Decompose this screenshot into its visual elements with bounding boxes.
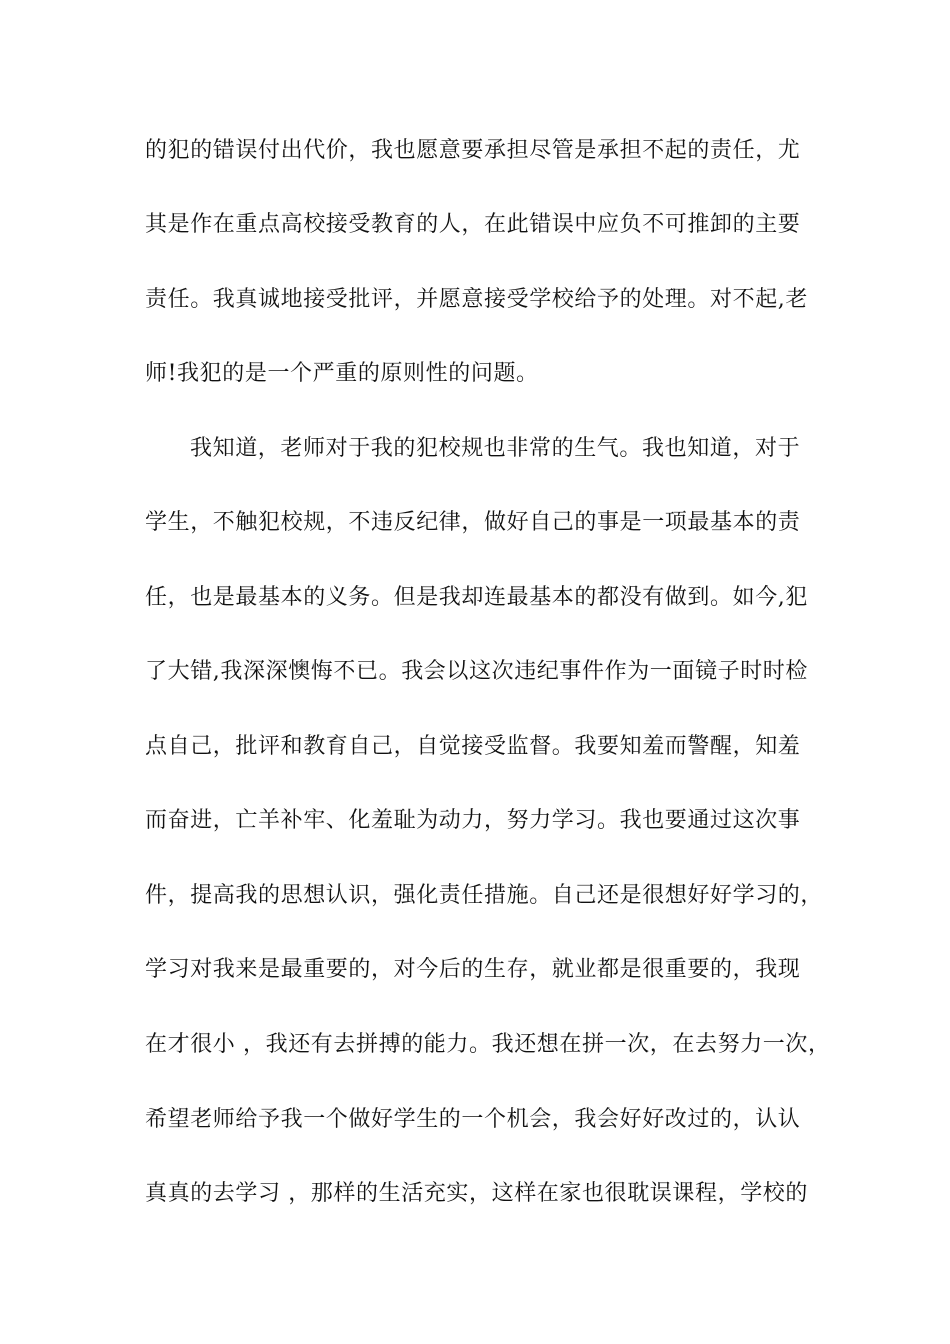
text-line-14: 希望老师给予我一个做好学生的一个机会，我会好好改过的，认认 <box>145 1107 801 1132</box>
text-line-9: 点自己，批评和教育自己，自觉接受监督。我要知羞而警醒，知羞 <box>145 734 801 759</box>
text-line-13: 在才很小 ，我还有去拼搏的能力。我还想在拼一次，在去努力一次， <box>145 1032 831 1057</box>
text-line-3: 责任。我真诚地接受批评，并愿意接受学校给予的处理。对不起,老 <box>145 287 808 312</box>
text-line-5: 我知道，老师对于我的犯校规也非常的生气。我也知道，对于 <box>190 436 801 461</box>
text-line-10: 而奋进，亡羊补牢、化羞耻为动力，努力学习。我也要通过这次事 <box>145 808 801 833</box>
text-line-4: 师!我犯的是一个严重的原则性的问题。 <box>145 361 539 386</box>
text-line-2: 其是作在重点高校接受教育的人，在此错误中应负不可推卸的主要 <box>145 212 801 237</box>
text-line-1: 的犯的错误付出代价，我也愿意要承担尽管是承担不起的责任，尤 <box>145 138 801 163</box>
text-line-7: 任，也是最基本的义务。但是我却连最基本的都没有做到。如今,犯 <box>145 585 808 610</box>
text-line-11: 件，提高我的思想认识，强化责任措施。自己还是很想好好学习的， <box>145 883 824 908</box>
text-line-15: 真真的去学习 ，那样的生活充实，这样在家也很耽误课程，学校的 <box>145 1181 808 1206</box>
text-line-8: 了大错,我深深懊悔不已。我会以这次违纪事件作为一面镜子时时检 <box>145 659 808 684</box>
text-line-6: 学生，不触犯校规，不违反纪律，做好自己的事是一项最基本的责 <box>145 510 801 535</box>
text-line-12: 学习对我来是最重要的，对今后的生存，就业都是很重要的，我现 <box>145 957 801 982</box>
